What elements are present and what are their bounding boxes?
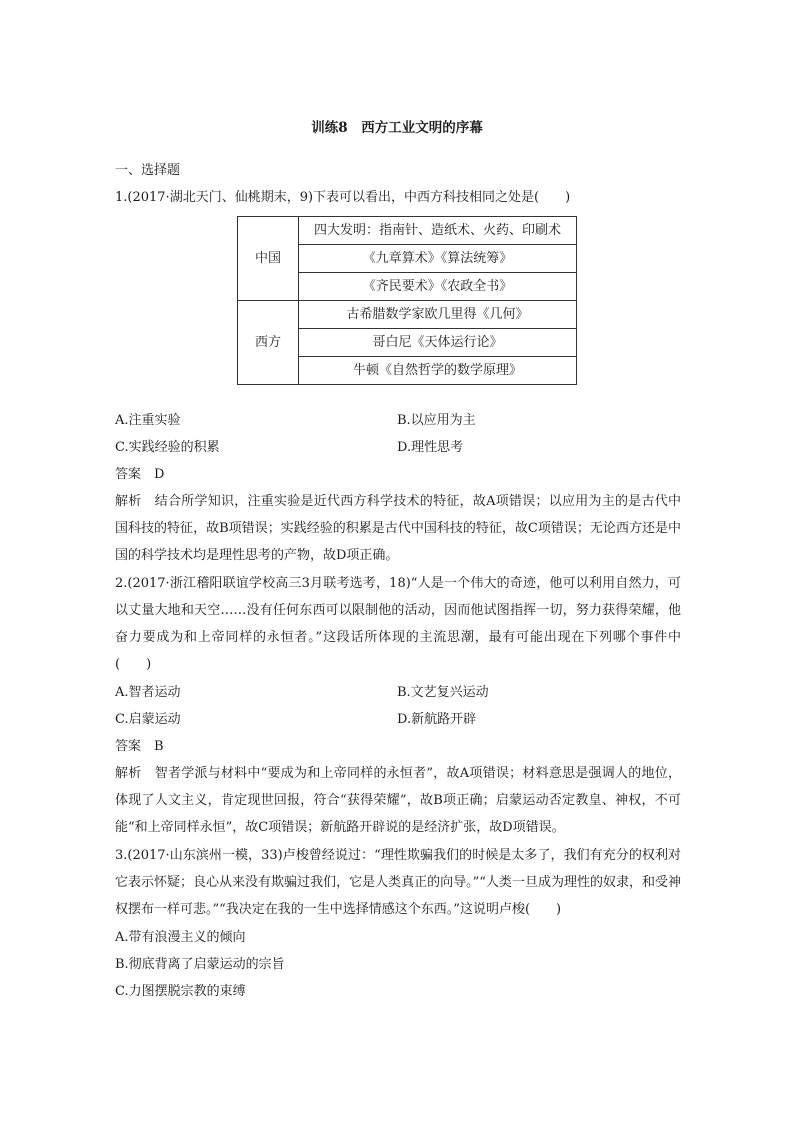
q1-option-d: D.理性思考: [397, 440, 464, 455]
q2-option-d: D.新航路开辟: [397, 712, 477, 727]
table-cell: 四大发明：指南针、造纸术、火药、印刷术: [299, 217, 577, 245]
science-comparison-table: [237, 216, 577, 385]
q3-option-a: A.带有浪漫主义的倾向: [115, 930, 246, 945]
q1-option-c: C.实践经验的积累: [115, 440, 220, 455]
q2-option-b: B.文艺复兴运动: [397, 685, 489, 700]
table-cell: 《九章算术》《算法统筹》: [299, 245, 577, 273]
q2-answer: 答案 B: [115, 739, 164, 754]
table-cell: 古希腊数学家欧几里得《几何》: [299, 301, 577, 329]
table-group-china: 中国: [238, 217, 299, 301]
section-heading: 一、选择题: [115, 163, 181, 178]
table-cell: 哥白尼《天体运行论》: [299, 329, 577, 357]
question-1-stem: 1.(2017·湖北天门、仙桃期末，9)下表可以看出，中西方科技相同之处是( ): [115, 190, 571, 205]
table-cell: 牛顿《自然哲学的数学原理》: [299, 357, 577, 385]
q2-analysis: 解析 智者学派与材料中“要成为和上帝同样的永恒者”，故A项错误；材料意思是强调人的地位，体现了人文主义，肯定现世回报，符合“获得荣耀”，故B项正确；启蒙运动否定教皇、神权，不可能“和上帝同样永恒”，故C项错误；新航路开辟说的是经济扩张，故D项错误。: [115, 766, 681, 835]
q3-option-c: C.力图摆脱宗教的束缚: [115, 984, 246, 999]
question-2-stem: 2.(2017·浙江稽阳联谊学校高三3月联考选考，18)“人是一个伟大的奇迹，他可以利用自然力，可以丈量大地和天空……没有任何东西可以限制他的活动，因而他试图指挥一切，努力获得荣耀，他奋力要成为和上帝同样的永恒者。”这段话所体现的主流思潮，最有可能出现在下列哪个事件中( ): [115, 576, 681, 672]
table-group-west: 西方: [238, 301, 299, 385]
q3-option-b: B.彻底背离了启蒙运动的宗旨: [115, 957, 285, 972]
table-cell: 《齐民要术》《农政全书》: [299, 273, 577, 301]
q1-answer: 答案 D: [115, 467, 165, 482]
q1-option-b: B.以应用为主: [397, 413, 476, 428]
q1-analysis: 解析 结合所学知识，注重实验是近代西方科学技术的特征，故A项错误；以应用为主的是古代中国科技的特征，故B项错误；实践经验的积累是古代中国科技的特征，故C项错误；无论西方还是中国的科学技术均是理性思考的产物，故D项正确。: [115, 494, 681, 563]
q2-option-c: C.启蒙运动: [115, 712, 181, 727]
question-3-stem: 3.(2017·山东滨州一模，33)卢梭曾经说过：“理性欺骗我们的时候是太多了，我们有充分的权利对它表示怀疑；良心从来没有欺骗过我们，它是人类真正的向导。”“人类一旦成为理性的奴隶，和受神权摆布一样可悲。”“我决定在我的一生中选择情感这个东西。”这说明卢梭( ): [115, 848, 681, 917]
q2-option-a: A.智者运动: [115, 685, 181, 700]
page-title: 训练8 西方工业文明的序幕: [311, 120, 483, 136]
q1-option-a: A.注重实验: [115, 413, 181, 428]
